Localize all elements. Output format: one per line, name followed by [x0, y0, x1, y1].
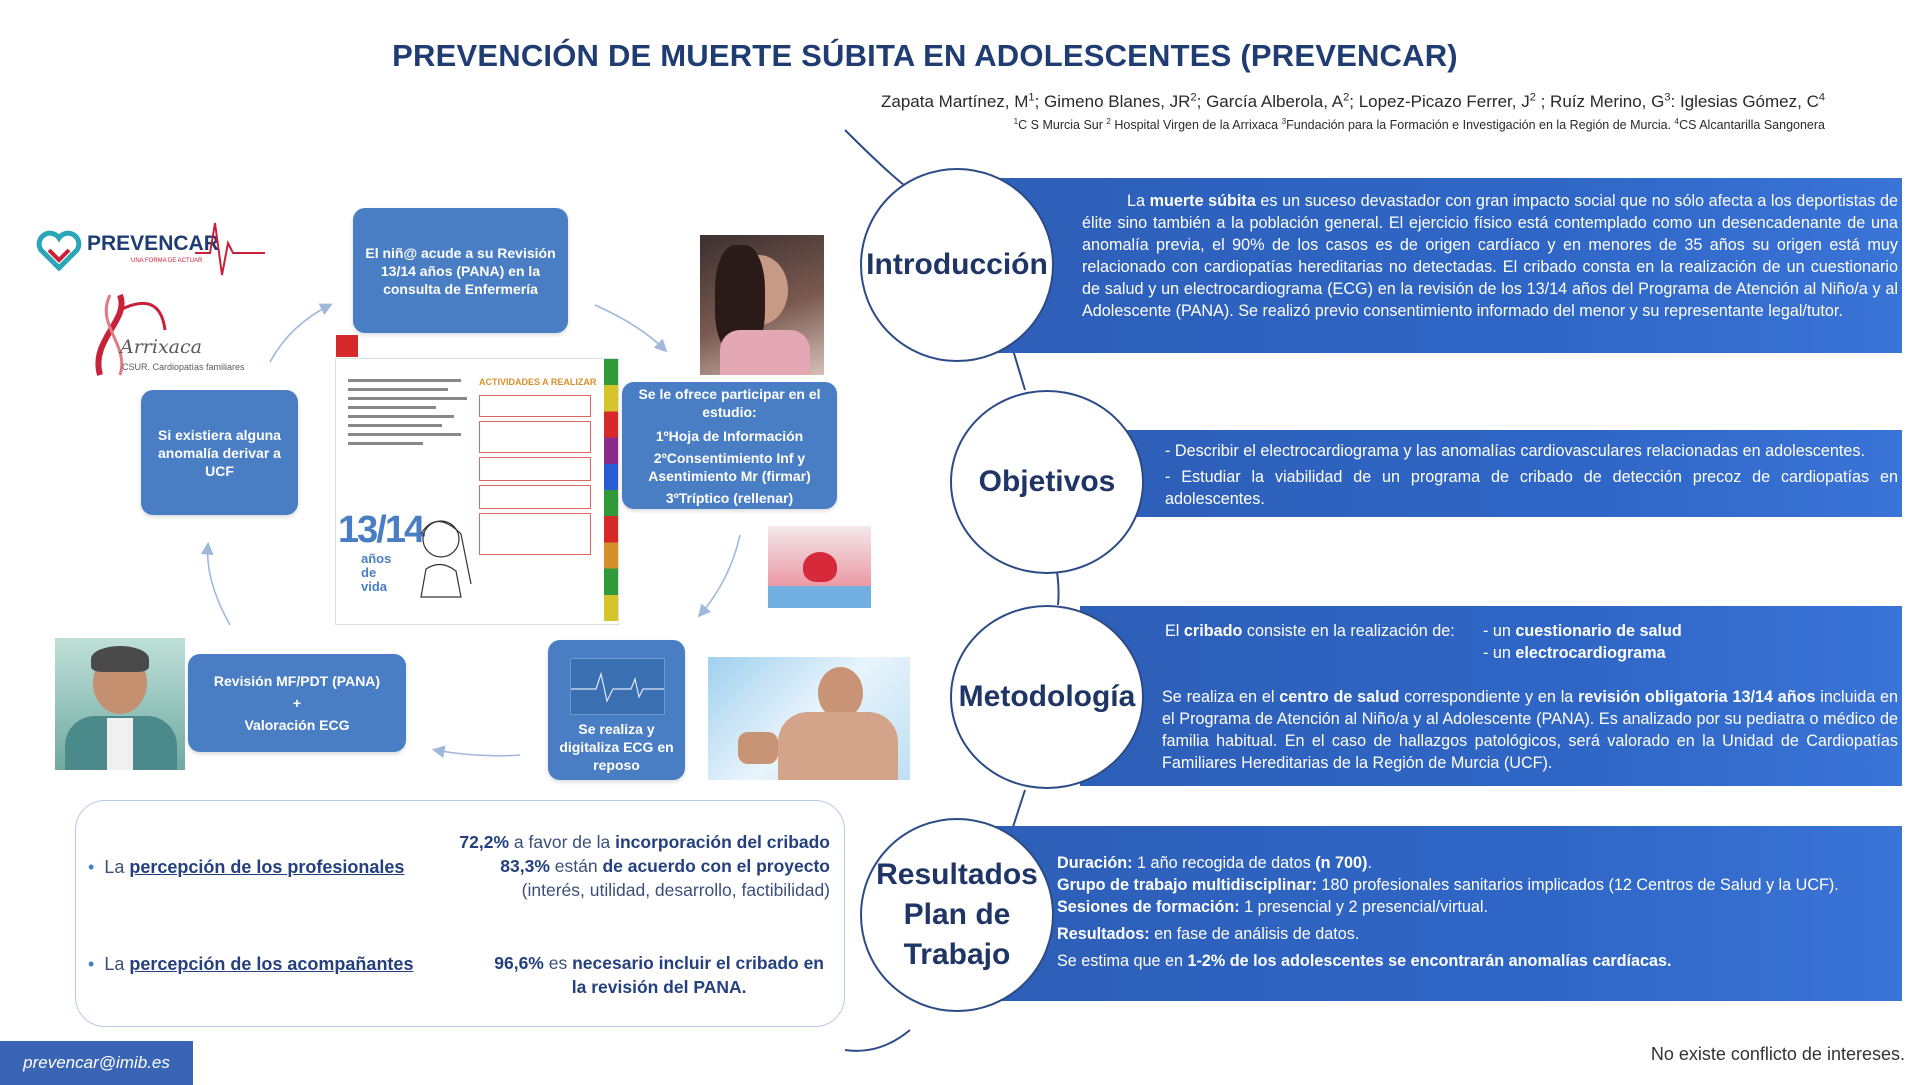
brochure-image [768, 526, 871, 608]
perception-companions: • La percepción de los acompañantes [88, 954, 414, 974]
photo-nurse [700, 235, 824, 375]
heart-logo-icon [35, 228, 83, 272]
intro-circle: Introducción [860, 168, 1054, 362]
arrixaca-logo: Arrixaca CSUR. Cardiopatías familiares [90, 290, 260, 380]
flow-step-enfermeria: El niñ@ acude a su Revisión 13/14 años (PANA) en la consulta de Enfermería [353, 208, 568, 333]
perception-professionals-results: 72,2% a favor de la incorporación del cribado 83,3% están de acuerdo con el proyecto (interés, utilidad, desarrollo, factibilidad) [459, 832, 830, 900]
objectives-circle: Objetivos [950, 390, 1144, 574]
flow-step-participar: Se le ofrece participar en el estudio: 1ºHoja de Información 2ºConsentimiento Inf y Asentimiento Mr (firmar) 3ºTríptico (rellenar) [622, 382, 837, 509]
perception-companions-results: 96,6% es necesario incluir el cribado en la revisión del PANA. [494, 953, 824, 997]
ecg-wave-icon [195, 213, 265, 283]
arrow-icon [270, 305, 330, 362]
intro-bar: La muerte súbita es un suceso devastador con gran impacto social que no sólo afecta a los deportistas de élite sino también a la población general. El ejercicio físico está contemplado como un desencadenante de una anomalía previa, el 90% de los casos es de origen cardíaco y en menores de 35 años su origen está muy relacionado con cardiopatías hereditarias no detectadas. El cribado consta en la realización de un cuestionario de salud y un electrocardiograma (ECG) en la revisión de los 13/14 años del Programa de Atención al Niño/a y al Adolescente (PANA). Se realizó previo consentimiento informado del menor y su representante legal/tutor. [982, 178, 1902, 353]
ecg-thumbnail [570, 658, 665, 715]
arrow-icon [595, 305, 665, 350]
affiliations: $^1$C S Murcia Sur $^2$ Hospital Virgen de la Arrixaca $^3$Fundación para la Formación e Investigación en la Región de Murcia. $^4$CS Alcantarilla Sangonera [1013, 116, 1825, 132]
methodology-circle: Metodología [950, 605, 1144, 789]
girl-sketch-icon [406, 509, 476, 599]
prevencar-logo: PREVENCAR UNA FORMA DE ACTUAR [35, 218, 265, 278]
authors: Zapata Martínez, $M^1$; Gimeno Blanes, $JR^2$; García Alberola, $A^2$; Lopez-Picazo Ferrer, $J^2$ ; Ruíz Merino, $G^3$: Iglesias Gómez, $C^4$ [881, 91, 1825, 111]
contact-email[interactable]: prevencar@imib.es [0, 1041, 193, 1085]
flow-step-revision: Revisión MF/PDT (PANA) + Valoración ECG [188, 654, 406, 752]
conflict-statement: No existe conflicto de intereses. [1650, 1044, 1905, 1064]
results-circle: Resultados Plan de Trabajo [860, 818, 1054, 1012]
arrow-icon [700, 535, 740, 615]
flow-step-ecg: Se realiza y digitaliza ECG en reposo [548, 640, 685, 780]
perception-professionals: • La percepción de los profesionales [88, 857, 405, 877]
photo-doctor [55, 638, 185, 770]
arrow-icon [208, 545, 230, 625]
arrow-icon [435, 750, 520, 756]
flow-step-ucf: Si existiera alguna anomalía derivar a UCF [141, 390, 298, 515]
pana-document-image: ACTIVIDADES A REALIZAR 13/14 años de vida [335, 358, 619, 625]
objectives-bar: - Describir el electrocardiograma y las anomalías cardiovasculares relacionadas en adolescentes. - Estudiar la viabilidad de un programa de cribado de detección precoz de cardiopatías en adolescentes. [1105, 430, 1902, 517]
perception-box [75, 800, 845, 1027]
poster-title: PREVENCIÓN DE MUERTE SÚBITA EN ADOLESCENTES (PREVENCAR) [392, 38, 1458, 73]
methodology-bar: El cribado consiste en la realización de: - un cuestionario de salud - un electrocardiograma Se realiza en el centro de salud correspondiente y en la revisión obligatoria 13/14 años incluida en el Programa de Atención al Niño/a y al Adolescente (PANA). Es analizado por su pediatra o médico de familia habitual. En el caso de hallazgos patológicos, será valorado en la Unidad de Cardiopatías Familiares Hereditarias de la Región de Murcia (UCF). [1080, 606, 1902, 786]
photo-teen-ecg [708, 657, 910, 780]
results-bar: Duración: 1 año recogida de datos (n 700). Grupo de trabajo multidisciplinar: 180 profesionales sanitarios implicados (12 Centros de Salud y la UCF). Sesiones de formación: 1 presencial y 2 presencial/virtual. Resultados: en fase de análisis de datos. Se estima que en 1-2% de los adolescentes se encontrarán anomalías cardíacas. [982, 826, 1902, 1001]
